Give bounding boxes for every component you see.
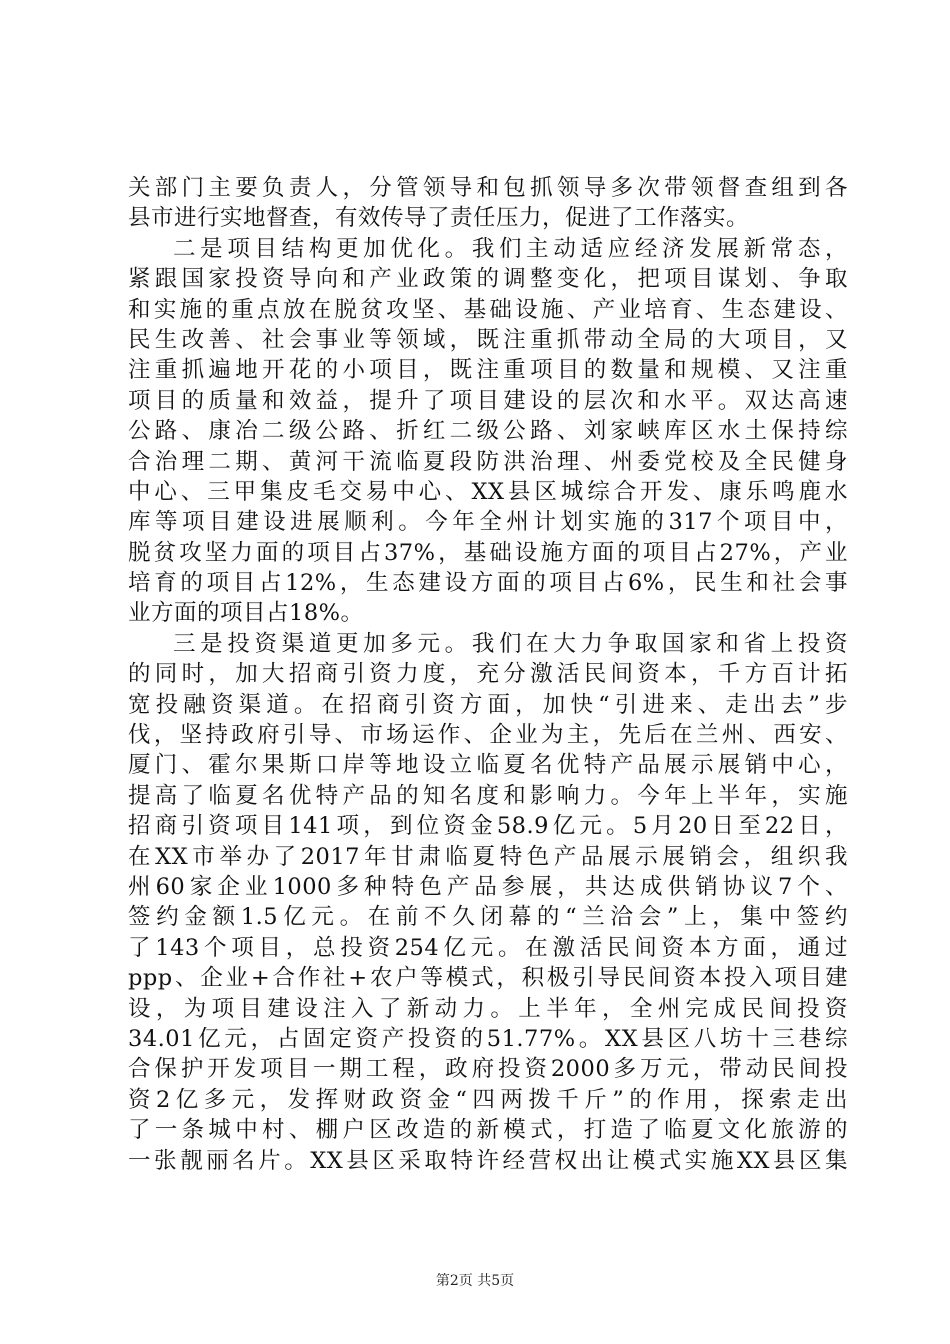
text-line: 合保护开发项目一期工程，政府投资2000多万元，带动民间投 [128, 1056, 848, 1083]
text-line: ppp、企业+合作社+农户等模式，积极引导民间资本投入项目建 [128, 965, 848, 992]
text-line: 注重抓遍地开花的小项目，既注重项目的数量和规模、又注重 [128, 357, 848, 384]
text-line: 三是投资渠道更加多元。我们在大力争取国家和省上投资 [173, 630, 848, 657]
page-footer: 第2页 共5页 [435, 1273, 515, 1289]
text-line: 宽投融资渠道。在招商引资方面，加快“引进来、走出去”步 [128, 691, 848, 718]
text-line: 签约金额1.5亿元。在前不久闭幕的“兰洽会”上，集中签约 [128, 904, 848, 931]
text-line: 设，为项目建设注入了新动力。上半年，全州完成民间投资 [128, 995, 848, 1022]
document-body [128, 173, 848, 1176]
text-line: 和实施的重点放在脱贫攻坚、基础设施、产业培育、生态建设、 [128, 296, 848, 323]
text-line: 库等项目建设进展顺利。今年全州计划实施的317个项目中， [128, 509, 848, 536]
text-line: 业方面的项目占18%。 [128, 600, 364, 627]
text-line: 项目的质量和效益，提升了项目建设的层次和水平。双达高速 [128, 387, 848, 414]
text-line: 一张靓丽名片。XX县区采取特许经营权出让模式实施XX县区集 [128, 1147, 848, 1174]
text-line: 资2亿多元，发挥财政资金“四两拨千斤”的作用，探索走出 [128, 1086, 848, 1113]
text-line: 脱贫攻坚力面的项目占37%，基础设施方面的项目占27%，产业 [128, 539, 848, 566]
text-line: 合治理二期、黄河干流临夏段防洪治理、州委党校及全民健身 [128, 448, 848, 475]
text-line: 二是项目结构更加优化。我们主动适应经济发展新常态， [173, 235, 848, 262]
text-line: 伐，坚持政府引导、市场运作、企业为主，先后在兰州、西安、 [128, 722, 848, 749]
text-line: 提高了临夏名优特产品的知名度和影响力。今年上半年，实施 [128, 782, 848, 809]
text-line: 关部门主要负责人，分管领导和包抓领导多次带领督查组到各 [128, 175, 848, 201]
text-line: 厦门、霍尔果斯口岸等地设立临夏名优特产品展示展销中心， [128, 752, 848, 779]
text-line: 县市进行实地督查，有效传导了责任压力，促进了工作落实。 [128, 205, 750, 232]
text-line: 在XX市举办了2017年甘肃临夏特色产品展示展销会，组织我 [128, 843, 848, 870]
text-line: 了一条城中村、棚户区改造的新模式，打造了临夏文化旅游的 [128, 1117, 848, 1144]
text-line: 州60家企业1000多种特色产品参展，共达成供销协议7个、 [128, 873, 848, 900]
text-line: 中心、三甲集皮毛交易中心、XX县区城综合开发、康乐鸣鹿水 [128, 478, 848, 505]
text-line: 招商引资项目141项，到位资金58.9亿元。5月20日至22日， [128, 813, 848, 840]
text-line: 民生改善、社会事业等领域，既注重抓带动全局的大项目，又 [128, 326, 848, 353]
text-line: 了143个项目，总投资254亿元。在激活民间资本方面，通过 [128, 934, 848, 961]
text-line: 的同时，加大招商引资力度，充分激活民间资本，千方百计拓 [128, 661, 848, 688]
text-line: 公路、康冶二级公路、折红二级公路、刘家峡库区水土保持综 [128, 418, 848, 445]
text-line: 培育的项目占12%，生态建设方面的项目占6%，民生和社会事 [128, 570, 848, 597]
text-line: 34.01亿元，占固定资产投资的51.77%。XX县区八坊十三巷综 [128, 1025, 848, 1052]
text-line: 紧跟国家投资导向和产业政策的调整变化，把项目谋划、争取 [128, 266, 848, 293]
